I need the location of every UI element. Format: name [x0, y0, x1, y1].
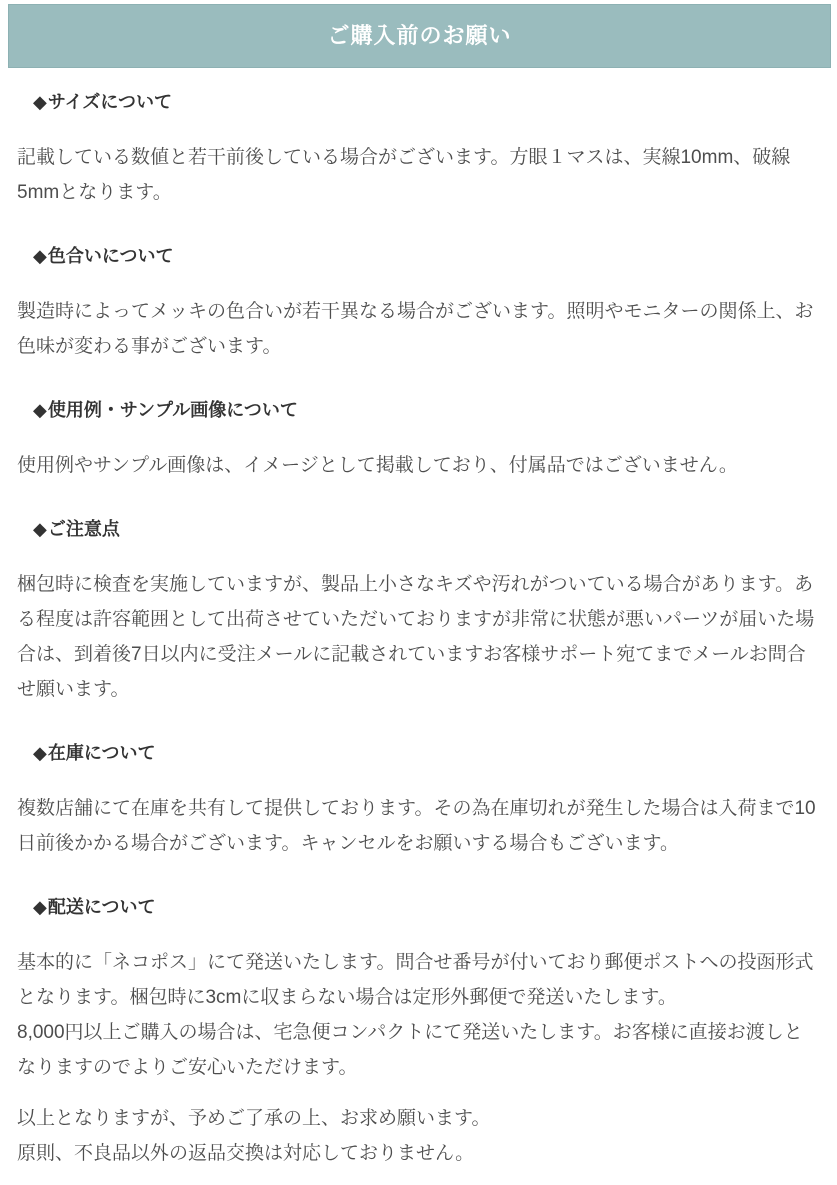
closing-line: 原則、不良品以外の返品交換は対応しておりません。: [17, 1143, 475, 1164]
section-paragraph: 複数店舗にて在庫を共有して提供しております。その為在庫切れが発生した場合は入荷まで10日前後かかる場合がございます。キャンセルをお願いする場合もございます。: [17, 798, 816, 854]
section-body: [17, 294, 820, 364]
section-paragraph: 製造時によってメッキの色合いが若干異なる場合がございます。照明やモニターの関係上、お色味が変わる事がございます。: [17, 301, 814, 357]
section-body: [17, 448, 820, 483]
section-size: [17, 92, 820, 210]
section-paragraph: 使用例やサンプル画像は、イメージとして掲載しており、付属品ではございません。: [17, 455, 738, 476]
diamond-bullet-icon: ◆: [33, 897, 47, 917]
section-heading: [33, 400, 820, 420]
section-heading-label: サイズについて: [47, 92, 173, 112]
section-body: [17, 140, 820, 210]
section-paragraph: 8,000円以上ご購入の場合は、宅急便コンパクトにて発送いたします。お客様に直接お渡しとなりますのでよりご安心いただけます。: [17, 1022, 803, 1078]
section-color: [17, 246, 820, 364]
section-sample-images: [17, 400, 820, 483]
closing-line: 以上となりますが、予めご了承の上、お求め願います。: [17, 1108, 491, 1129]
diamond-bullet-icon: ◆: [33, 92, 47, 112]
diamond-bullet-icon: ◆: [33, 400, 47, 420]
section-paragraph: 梱包時に検査を実施していますが、製品上小さなキズや汚れがついている場合があります。ある程度は許容範囲として出荷させていただいておりますが非常に状態が悪いパーツが届いた場合は、到着後7日以内に受注メールに記載されていますお客様サポート宛てまでメールお問合せ願います。: [17, 574, 815, 700]
section-shipping: [17, 897, 820, 1085]
section-paragraph: 基本的に「ネコポス」にて発送いたします。問合せ番号が付いており郵便ポストへの投函形式となります。梱包時に3cmに収まらない場合は定形外郵便で発送いたします。: [17, 952, 814, 1008]
section-heading-label: 使用例・サンプル画像について: [47, 400, 298, 420]
diamond-bullet-icon: ◆: [33, 743, 47, 763]
section-caution: [17, 519, 820, 707]
section-heading: [33, 92, 820, 112]
section-heading-label: ご注意点: [47, 519, 120, 539]
section-heading-label: 配送について: [47, 897, 156, 917]
section-stock: [17, 743, 820, 861]
section-heading: [33, 743, 820, 763]
section-heading: [33, 897, 820, 917]
section-body: [17, 945, 820, 1085]
section-heading-label: 色合いについて: [47, 246, 174, 266]
section-heading: [33, 519, 820, 539]
notice-header: [8, 4, 831, 68]
section-heading-label: 在庫について: [47, 743, 156, 763]
notice-content: [0, 92, 837, 1185]
purchase-notice-panel: [0, 4, 837, 1185]
diamond-bullet-icon: ◆: [33, 246, 47, 266]
diamond-bullet-icon: ◆: [33, 519, 47, 539]
section-heading: [33, 246, 820, 266]
section-body: [17, 791, 820, 861]
section-paragraph: 記載している数値と若干前後している場合がございます。方眼１マスは、実線10mm、破線5mmとなります。: [17, 147, 791, 203]
notice-title: ご購入前のお願い: [327, 23, 512, 48]
section-body: [17, 567, 820, 707]
closing-note: [17, 1101, 820, 1171]
